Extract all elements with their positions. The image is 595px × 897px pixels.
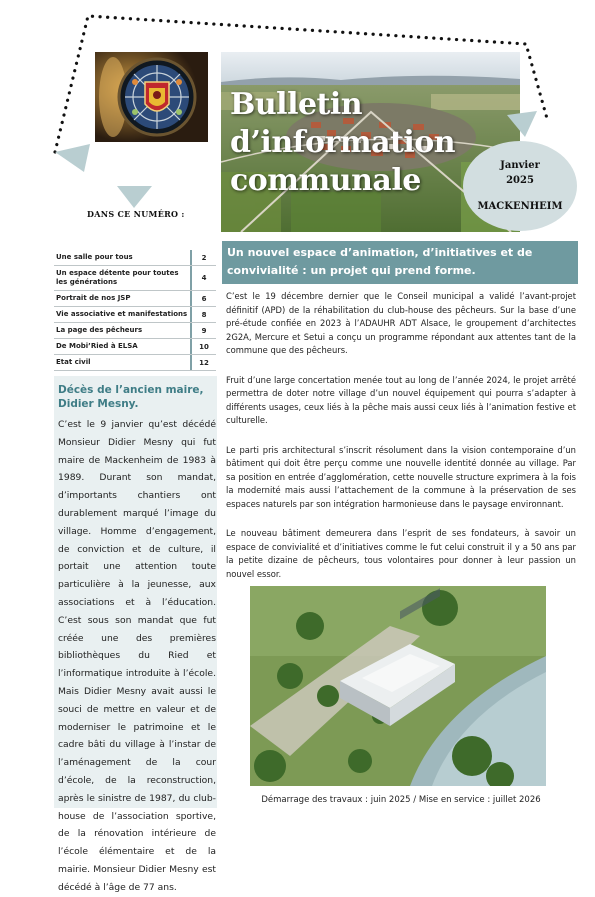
toc-item-label: La page des pêcheurs — [56, 326, 143, 334]
toc-row[interactable] — [54, 250, 216, 266]
title-line-3: communale — [230, 163, 421, 198]
toc-item-page: 9 — [190, 323, 216, 338]
clubhouse-render-image — [250, 586, 546, 786]
main-article-body — [226, 290, 576, 597]
toc-item-label: Etat civil — [56, 358, 91, 366]
obituary-body: C’est le 9 janvier qu’est décédé Monsieur Didier Mesny qui fut maire de Mackenheim de 1983 à 1989. Durant son mandat, d’importants chantiers ont durablement marqué l’image du village. Homme d’engagement, de conviction et de culture, il portait une attention toute particulière à la jeunesse, aux associations et à l’éducation. C’est sous son mandat que fut créée une des premières bibliothèques du Ried et l’informatique introduite à l’école. Mais Didier Mesny avait aussi le souci de mettre en valeur et de moderniser le patrimoine et le cadre bâti du village à l’instar de l’aménagement de la cour d’école, de la reconstruction, après le sinistre de 1987, du club-house de l’association sportive, de la rénovation intérieure de l’école élémentaire et de la mairie. Monsieur Didier Mesny est décédé à l’âge de 77 ans. — [58, 419, 216, 893]
paragraph: Le parti pris architectural s’inscrit résolument dans la vision contemporaine d’un bâtiment qui doit être perçu comme une nouvelle identité donnée au village. Par sa position en entrée d’agglomération, cette nouvelle structure exprimera à la fois la modernité mais aussi l’attachement de la commune à la préservation de ses espaces naturels par son intégration harmonieuse dans le paysage environnant. — [226, 444, 576, 509]
toc-item-label: De Mobi’Ried à ELSA — [56, 342, 138, 350]
title-line-1: Bulletin — [230, 87, 363, 122]
table-of-contents — [54, 250, 216, 371]
toc-row[interactable] — [54, 266, 216, 291]
toc-row[interactable] — [54, 291, 216, 307]
triangle-right — [507, 111, 537, 137]
toc-item-label: Un espace détente pour toutes les générations — [56, 269, 179, 286]
toc-item-label: Portrait de nos JSP — [56, 294, 131, 302]
toc-item-page: 12 — [190, 355, 216, 370]
toc-item-label: Vie associative et manifestations — [56, 310, 188, 318]
toc-item-page: 2 — [190, 250, 216, 265]
triangle-center — [117, 186, 152, 208]
paragraph: Le nouveau bâtiment demeurera dans l’esprit de ses fondateurs, à savoir un espace de convivialité et d’initiatives comme le fut celui construit il y a 50 ans par la petite dizaine de pêcheurs, tous volontaires pour donner à leur passion un nouvel essor. — [226, 528, 576, 579]
toc-item-page: 10 — [190, 339, 216, 354]
triangle-left — [55, 144, 90, 172]
paragraph: C’est le 19 décembre dernier que le Conseil municipal a validé l’avant-projet définitif (APD) de la réhabilitation du club-house des pêcheurs. Sur la base d’une pré-étude confiée en 2023 à l’ADAUHR ADT Alsace, le groupement d’architectes 2G2A, Mercure et Setui a conçu un programme répondant aux attentes tant de la commune que des pêcheurs. — [226, 291, 576, 355]
toc-row[interactable] — [54, 323, 216, 339]
toc-item-page: 6 — [190, 291, 216, 306]
toc-row[interactable] — [54, 355, 216, 371]
paragraph: Fruit d’une large concertation menée tout au long de l’année 2024, le projet arrêté permettra de doter notre village d’un nouvel équipement qui pourra s’adapter à différents usages, ceux liés à la pêche mais aussi ceux liés à l’animation festive et culturelle. — [226, 374, 576, 425]
toc-row[interactable] — [54, 339, 216, 355]
badge-town: MACKENHEIM — [477, 201, 563, 212]
badge-month: Janvier — [500, 160, 540, 171]
title-line-2: d’information — [230, 125, 456, 160]
obituary-title: Décès de l’ancien maire, Didier Mesny. — [58, 384, 204, 410]
main-article-heading: Un nouvel espace d’animation, d’initiatives et de convivialité : un projet qui prend forme. — [227, 246, 533, 277]
badge-year: 2025 — [506, 175, 534, 186]
toc-heading: DANS CE NUMÉRO : — [87, 209, 185, 219]
toc-item-page: 4 — [190, 266, 216, 290]
toc-item-page: 8 — [190, 307, 216, 322]
toc-item-label: Une salle pour tous — [56, 253, 133, 261]
render-caption: Démarrage des travaux : juin 2025 / Mise en service : juillet 2026 — [261, 795, 541, 805]
toc-row[interactable] — [54, 307, 216, 323]
